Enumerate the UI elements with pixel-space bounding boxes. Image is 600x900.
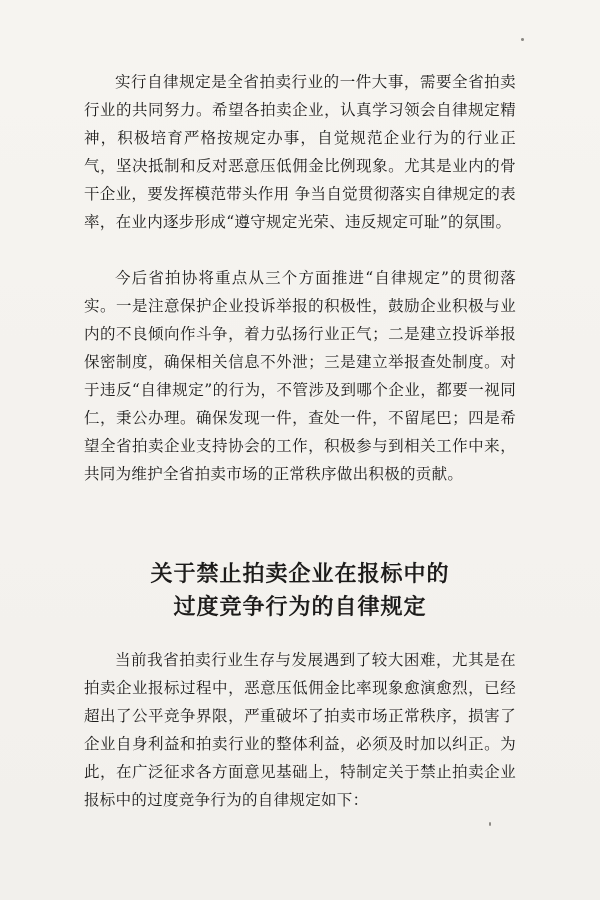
section-title (84, 558, 516, 624)
scan-speck (489, 822, 491, 826)
section-title-line-1: 关于禁止拍卖企业在报标中的 (150, 561, 450, 587)
section-title-line-2: 过度竞争行为的自律规定 (173, 594, 427, 620)
paragraph-regulation-intro: 当前我省拍卖行业生存与发展遇到了较大困难，尤其是在拍卖企业报标过程中，恶意压低佣金比率现象愈演愈烈，已经超出了公平竞争界限，严重破坏了拍卖市场正常秩序，损害了企业自身利益和拍卖行业的整体利益，必须及时加以纠正。为此，在广泛征求各方面意见基础上，特制定关于禁止拍卖企业报标中的过度竞争行为的自律规定如下： (84, 651, 516, 809)
paragraph-implementation-plan: 今后省拍协将重点从三个方面推进“自律规定”的贯彻落实。一是注意保护企业投诉举报的积极性，鼓励企业积极与业内的不良倾向作斗争，着力弘扬行业正气；二是建立投诉举报保密制度，确保相关信息不外泄；三是建立举报查处制度。对于违反“自律规定”的行为，不管涉及到哪个企业，都要一视同仁，秉公办理。确保发现一件，查处一件，不留尾巴；四是希望全省拍卖企业支持协会的工作，积极参与到相关工作中来，共同为维护全省拍卖市场的正常秩序做出积极的贡献。 (84, 269, 516, 483)
paragraph-self-discipline-importance: 实行自律规定是全省拍卖行业的一件大事，需要全省拍卖行业的共同努力。希望各拍卖企业，认真学习领会自律规定精神，积极培育严格按规定办事，自觉规范企业行为的行业正气，坚决抵制和反对恶意压低佣金比例现象。尤其是业内的骨干企业，要发挥模范带头作用 争当自觉贯彻落实自律规定的表率，在业内逐步形成“遵守规定光荣、违反规定可耻”的氛围。 (84, 73, 516, 231)
scan-speck (521, 38, 524, 41)
